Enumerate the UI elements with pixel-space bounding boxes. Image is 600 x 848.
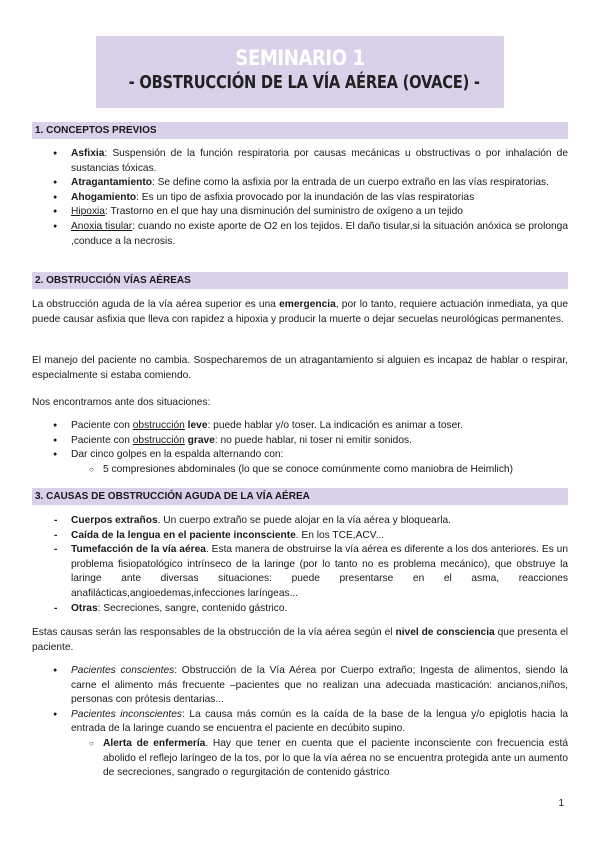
page-number: 1 [558, 798, 564, 809]
text: : puede hablar y/o toser. La indicación es animar a toser. [207, 420, 463, 431]
list-item [32, 191, 568, 206]
term: Anoxia tisular [71, 220, 133, 232]
term: Asfixia [71, 148, 105, 159]
text: que presenta el paciente. [32, 627, 569, 653]
list-item [32, 514, 568, 529]
text: obstrucción [132, 434, 185, 446]
list-item [32, 543, 568, 601]
consciencia-list [32, 664, 568, 781]
list-item: ● Dar cinco golpes en la espalda alternando con: [32, 448, 568, 463]
term: Tumefacción de la vía aérea [71, 544, 206, 556]
section-heading-causas: 3. CAUSAS DE OBSTRUCCIÓN AGUDA DE LA VÍA AÉREA [32, 488, 568, 505]
text: La obstrucción aguda de la vía aérea superior es una [32, 299, 280, 310]
text: , por lo tanto, requiere actuación inmediata, ya que puede causar asfixia que lleva con rapidez a hipoxia y producir la muerte o dejar secuelas neurológicas permanentes. [32, 299, 568, 325]
text: obstrucción [132, 420, 185, 431]
emphasis: leve [184, 420, 208, 431]
definition: : Es un tipo de asfixia provocado por la inundación de las vías respiratorias [136, 191, 475, 203]
list-subitem: ○ 5 compresiones abdominales (lo que se conoce comúnmente como maniobra de Heimlich) [32, 463, 568, 478]
term: Caída de la lengua en el paciente inconsciente [71, 529, 296, 541]
conceptos-list [32, 147, 568, 249]
text: : no puede hablar, ni toser ni emitir sonidos. [214, 434, 412, 446]
list-item [32, 205, 568, 220]
paragraph: Nos encontramos ante dos situaciones: [32, 397, 211, 408]
emphasis: emergencia [279, 299, 336, 310]
emphasis: nivel de consciencia [395, 627, 495, 638]
list-item [32, 529, 568, 544]
emphasis: grave [184, 434, 215, 446]
title-banner [96, 36, 504, 108]
section-heading-conceptos: 1. CONCEPTOS PREVIOS [32, 122, 568, 139]
text: . Hay que tener en cuenta que el paciente inconsciente con frecuencia está abolido el reflejo laríngeo de la tos, por lo que la vía aérea no se encuentra protegida ante un aumento de secreciones, sangrado o regurgitación de contenido gástrico [103, 737, 569, 779]
definition: : Se define como la asfixia por la entrada de un cuerpo extraño en las vías respiratorias. [151, 177, 549, 189]
term: Cuerpos extraños [71, 515, 158, 526]
list-item [32, 220, 568, 249]
term: Pacientes conscientes [71, 665, 175, 676]
text: . Un cuerpo extraño se puede alojar en la vía aérea y bloquearla. [157, 515, 451, 526]
list-item [32, 419, 568, 434]
list-item [32, 147, 568, 176]
paragraph [32, 298, 568, 327]
section-heading-obstruccion: 2. OBSTRUCCIÓN VÍAS AÉREAS [32, 272, 568, 289]
text: Paciente con [71, 420, 133, 431]
text: Estas causas serán las responsables de la obstrucción de la vía aérea según el [32, 627, 396, 638]
term: Pacientes inconscientes [71, 708, 182, 720]
term: Ahogamiento [71, 191, 137, 203]
term: Atragantamiento [71, 177, 152, 189]
definition: : Trastorno en el que hay una disminución del suministro de oxígeno a un tejido [104, 206, 463, 218]
text: Paciente con [71, 434, 133, 446]
situaciones-list [32, 419, 568, 477]
text: . Esta manera de obstruirse la vía aérea es diferente a los dos anteriores. Es un problema fisiopatológico intrínseco de la laringe (por lo tanto no es problema mecánico), que obstruye la laringe ante diversas situaciones: puede presentarse en el asma, reacciones anafilácticas,angioedemas,infecciones laríngeas... [71, 544, 568, 599]
paragraph: El manejo del paciente no cambia. Sospecharemos de un atragantamiento si alguien es incapaz de hablar o respirar, especialmente si estaba comiendo. [32, 355, 568, 381]
term: Hipoxia [71, 206, 105, 218]
list-item [32, 664, 568, 708]
list-item [32, 602, 568, 617]
definition: : Suspensión de la función respiratoria por causas mecánicas u obstructivas o por inhalación de sustancias tóxicas. [71, 148, 568, 174]
list-item [32, 434, 568, 449]
term: Otras [71, 602, 98, 614]
paragraph [32, 626, 568, 655]
text: : La causa más común es la caída de la base de la lengua y/o epiglotis hacia la entrada de la laringe cuando se encuentra el paciente en decúbito supino. [71, 708, 568, 735]
causas-list [32, 514, 568, 616]
text: : Secreciones, sangre, contenido gástrico. [97, 602, 288, 614]
text: : Obstrucción de la Vía Aérea por Cuerpo extraño; Ingesta de alimentos, siendo la carne el alimento más frecuente –pacientes que no realizan una adecuada masticación: ancianos,niños, personas con prótesis dentarias... [71, 665, 569, 706]
page-title: SEMINARIO 1 [235, 46, 365, 70]
list-subitem [32, 737, 568, 781]
definition: : cuando no existe aporte de O2 en los tejidos. El daño tisular,si la situación anóxica se prolonga ,conduce a la necrosis. [71, 220, 568, 247]
term: Alerta de enfermería [103, 737, 206, 749]
list-item [32, 176, 568, 191]
list-item [32, 708, 568, 737]
page-subtitle: - OBSTRUCCIÓN DE LA VÍA AÉREA (OVACE) - [128, 73, 480, 93]
text: . En los TCE,ACV... [295, 529, 385, 541]
